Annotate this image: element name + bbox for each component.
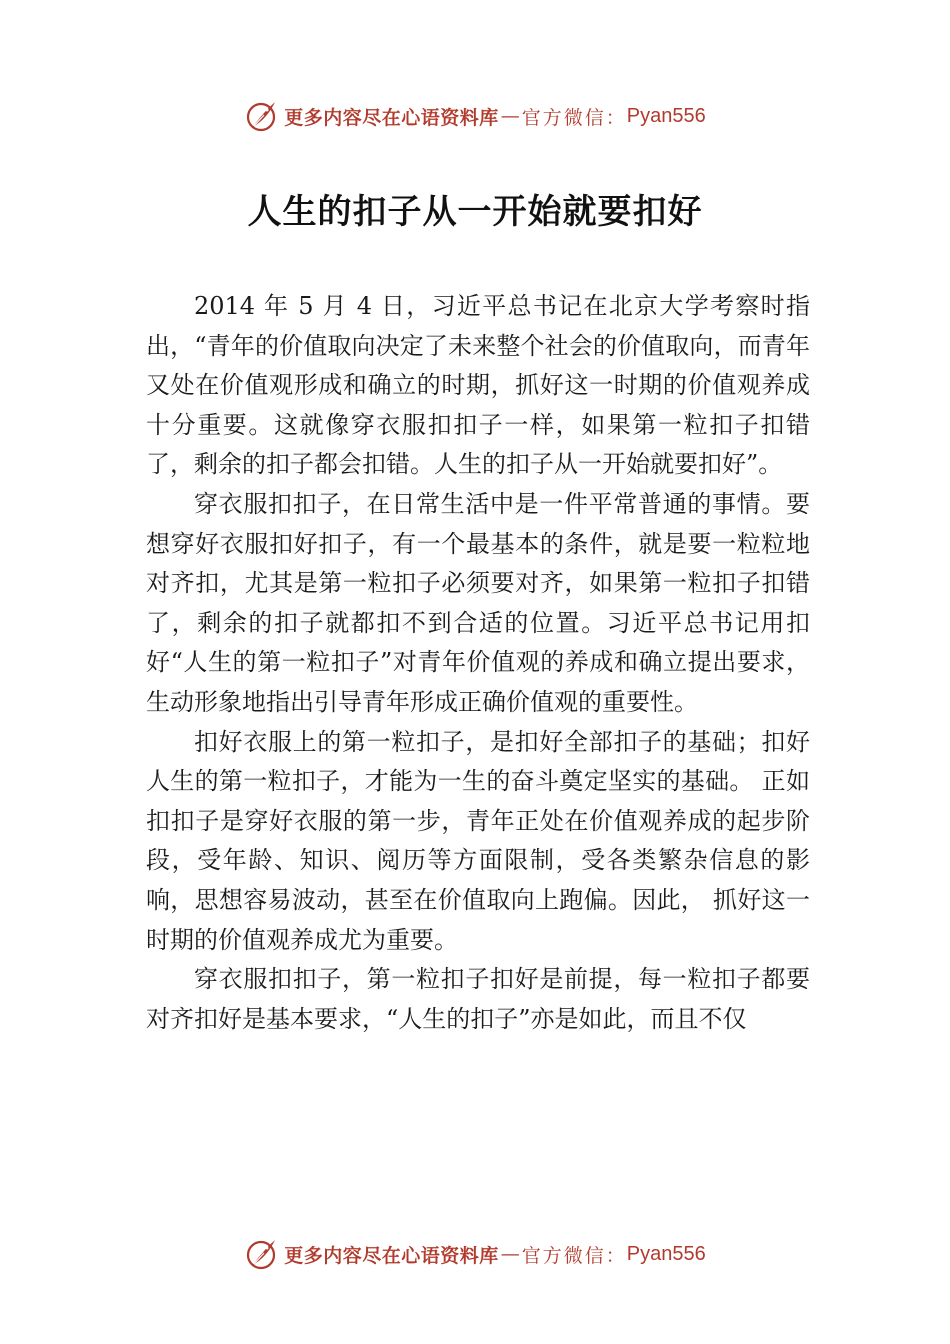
footer-wechat-id: Pyan556 (626, 1242, 706, 1265)
article-paragraph-2: 穿衣服扣扣子，在日常生活中是一件平常普通的事情。要想穿好衣服扣好扣子，有一个最基本的条件，就是要一粒粒地对齐扣，尤其是第一粒扣子必须要对齐，如果第一粒扣子扣错了，剩余的扣子就都扣不到合适的位置。习近平总书记用扣好“人生的第一粒扣子”对青年价值观的养成和确立提出要求，生动形象地指出引导青年形成正确价值观的重要性。 (146, 489, 810, 716)
footer-separator: — (500, 1243, 520, 1265)
article-paragraph-4: 穿衣服扣扣子，第一粒扣子扣好是前提，每一粒扣子都要对齐扣好是基本要求，“人生的扣子”亦是如此，而且不仅 (146, 965, 810, 1033)
footer-wechat-label: 官方微信： (521, 1244, 627, 1267)
header-banner (0, 96, 950, 136)
article-body (146, 287, 810, 1039)
banner-wechat-id: Pyan556 (626, 104, 706, 127)
footer-brand-text: 更多内容尽在心语资料库 (284, 1244, 499, 1267)
article-paragraph-3: 扣好衣服上的第一粒扣子，是扣好全部扣子的基础；扣好人生的第一粒扣子，才能为一生的奋斗奠定坚实的基础。 正如扣扣子是穿好衣服的第一步，青年正处在价值观养成的起步阶段，受年龄、知识、阅历等方面限制，受各类繁杂信息的影响，思想容易波动，甚至在价值取向上跑偏。因此， 抓好这一时期的价值观养成尤为重要。 (146, 727, 810, 954)
banner-wechat-label: 官方微信： (521, 106, 627, 129)
footer-banner (0, 1234, 950, 1274)
document-title: 人生的扣子从一开始就要扣好 (247, 192, 703, 232)
banner-brand-text: 更多内容尽在心语资料库 (284, 106, 499, 129)
quill-pen-logo-icon (244, 1236, 280, 1272)
banner-separator: — (500, 105, 520, 127)
article-paragraph-1: 2014 年 5 月 4 日，习近平总书记在北京大学考察时指出，“青年的价值取向决定了未来整个社会的价值取向，而青年又处在价值观形成和确立的时期，抓好这一时期的价值观养成十分重要。这就像穿衣服扣扣子一样，如果第一粒扣子扣错了，剩余的扣子都会扣错。人生的扣子从一开始就要扣好”。 (146, 292, 810, 479)
quill-pen-logo-icon (244, 98, 280, 134)
